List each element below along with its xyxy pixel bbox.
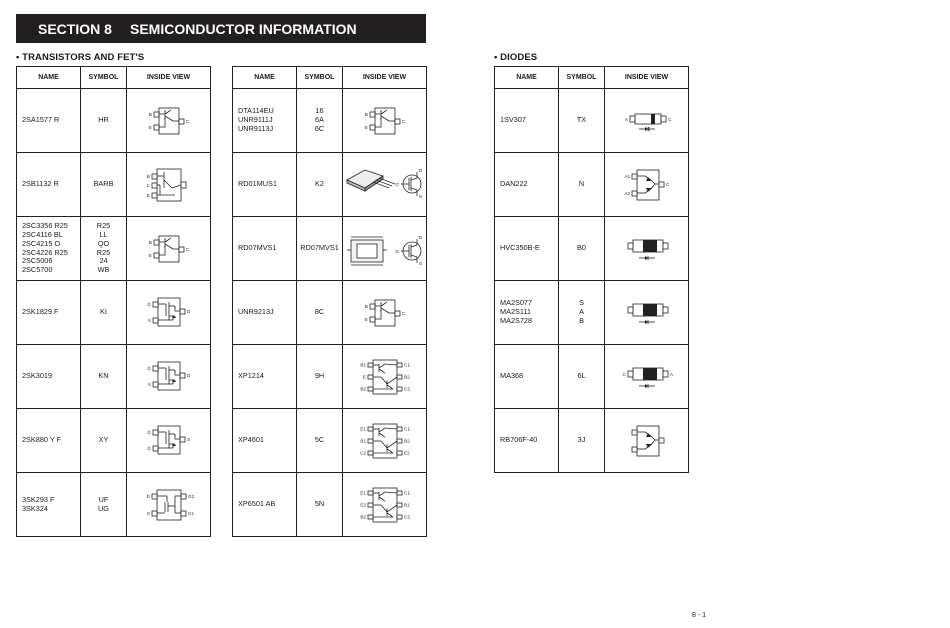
pin-label: G [395,248,399,254]
pin-label: C [146,182,150,188]
part-symbol: 5N [314,499,325,509]
part-symbol: N [578,179,585,189]
diode-package-icon [605,222,689,276]
part-symbol: 3J [577,435,586,445]
table-row [17,473,211,537]
pin-label: S [419,193,423,199]
part-symbol: K2 [315,179,324,189]
pin-label: G2 [188,493,195,499]
pin-label: D [187,308,191,314]
part-symbol-cell [559,345,605,409]
dual-diode-icon [605,414,689,468]
pin-label: G [147,365,151,371]
pin-label: A1 [624,173,630,179]
part-name: DTA114EU [238,106,274,116]
table-row [17,89,211,153]
part-symbol: B0 [577,243,586,253]
table-row [495,153,689,217]
section-header-bar [16,14,426,43]
part-name: 2SC3356 R25 [22,221,68,231]
pin-label: S [146,510,150,516]
npn-transistor-icon [127,222,211,276]
inside-view-cell [343,153,427,217]
diode-package-icon [605,286,689,340]
column-header-inside-view: INSIDE VIEW [127,67,211,89]
part-symbol-cell [559,409,605,473]
pin-label: A [624,116,628,122]
part-symbol: A [579,307,584,317]
part-name: 2SC4215 O [22,238,61,248]
part-symbol: XY [98,435,109,445]
pin-label: C2 [360,450,366,455]
part-name: 3SK324 [22,503,48,513]
jfet-icon [127,286,211,340]
part-symbol: B [579,315,584,325]
diodes-table [494,66,689,473]
diode-package-icon [605,350,689,404]
table-row [17,409,211,473]
pin-label: C1 [404,490,410,495]
inside-view-cell [127,345,211,409]
pin-label: B2 [404,374,410,379]
dual-transistor-icon [343,350,427,404]
inside-view-cell [127,89,211,153]
part-name: DAN222 [500,179,528,189]
part-symbol-cell [297,473,343,537]
part-symbol: UF [98,494,109,504]
pin-label: C [666,181,670,187]
pin-label: E [148,252,152,258]
pin-label: G [147,445,151,451]
part-symbol-cell [559,89,605,153]
inside-view-cell [343,473,427,537]
dual-transistor-icon [343,478,427,532]
diodes-subheading: • DIODES [494,52,538,63]
part-name: UNR9111J [238,115,273,125]
pin-label: E [146,192,150,198]
section-title: SEMICONDUCTOR INFORMATION [130,20,357,37]
table-row [17,217,211,281]
table-row [495,217,689,281]
pin-label: S [147,317,151,323]
table-row [233,409,427,473]
pin-label: G1 [188,510,195,516]
rf-mosfet-package-icon [343,158,427,212]
part-name: XP4601 [238,435,264,445]
part-name-cell [17,89,81,153]
part-name: 2SK1829 F [22,307,59,317]
part-name-cell [233,281,297,345]
pin-label: C [186,118,190,124]
pin-label: B [364,111,368,117]
inside-view-cell [127,281,211,345]
pin-label: B1 [360,438,366,443]
part-name: 2SK880 Y F [22,435,62,445]
pin-label: B1 [404,502,410,507]
mosfet-icon [127,350,211,404]
part-name-cell [233,409,297,473]
pin-label: E1 [360,426,366,431]
pin-label: G [395,181,399,187]
pin-label: B2 [360,514,366,519]
part-symbol: 24 [99,256,108,266]
part-name: XP1214 [238,371,264,381]
part-name-cell [233,217,297,281]
part-symbol-cell [81,473,127,537]
part-symbol: KI [100,307,107,317]
transistors-subheading: • TRANSISTORS AND FET'S [16,52,145,63]
table-row [17,345,211,409]
pin-label: A2 [624,190,630,196]
part-symbol-cell [297,153,343,217]
inside-view-cell [605,153,689,217]
part-name-cell [17,345,81,409]
jfet-icon [127,414,211,468]
pin-label: E [362,374,366,379]
part-symbol: BARB [93,179,114,189]
power-transistor-icon [127,158,211,212]
part-name: MA368 [500,371,524,381]
part-symbol-cell [81,345,127,409]
pin-label: C [622,371,626,377]
dual-gate-mosfet-icon [127,478,211,532]
part-name-cell [233,153,297,217]
part-name: 2SC5006 [22,256,53,266]
part-symbol-cell [297,345,343,409]
pin-label: E [364,316,368,322]
part-symbol: 5C [314,435,325,445]
part-name: RD07MVS1 [238,243,277,253]
table-row [495,345,689,409]
part-name: MA2S111 [500,307,531,317]
pin-label: D [419,234,423,240]
inside-view-cell [343,409,427,473]
part-symbol-cell [297,217,343,281]
table-row [233,345,427,409]
part-name: 1SV307 [500,115,526,125]
pin-label: E [364,124,368,130]
column-header-symbol: SYMBOL [297,67,343,89]
pin-label: B1 [360,362,366,367]
part-symbol: 6A [315,115,324,125]
inside-view-cell [605,345,689,409]
pin-label: C [186,246,190,252]
inside-view-cell [127,217,211,281]
part-symbol: HR [98,115,109,125]
part-symbol-cell [81,217,127,281]
part-name-cell [17,409,81,473]
inside-view-cell [605,89,689,153]
table-row [495,409,689,473]
part-name-cell [495,409,559,473]
pin-label: D [419,167,423,173]
inside-view-cell [605,281,689,345]
part-symbol: S [579,298,584,308]
part-symbol: WB [97,265,110,275]
pin-label: S [187,436,191,442]
varactor-diode-icon [605,94,689,148]
pin-label: G [147,301,151,307]
transistors-table-left [16,66,211,537]
pin-label: C1 [404,362,410,367]
column-header-name: NAME [495,67,559,89]
part-name-cell [495,153,559,217]
pin-label: E2 [404,450,410,455]
part-name-cell [495,217,559,281]
part-symbol-cell [559,281,605,345]
inside-view-cell [127,473,211,537]
part-name-cell [495,89,559,153]
digital-transistor-icon [343,94,427,148]
pin-label: E2 [360,502,366,507]
part-name-cell [233,89,297,153]
column-header-symbol: SYMBOL [81,67,127,89]
table-row [495,281,689,345]
part-symbol-cell [297,281,343,345]
pin-label: C [402,310,406,316]
rf-mosfet-flat-package-icon [343,222,427,276]
part-symbol-cell [559,217,605,281]
table-row [233,281,427,345]
part-symbol: R25 [96,221,111,231]
part-name: MA2S728 [500,315,533,325]
part-name: UNR9113J [238,123,274,133]
part-name: 2SC4116 BL [22,229,63,239]
pin-label: E1 [360,490,366,495]
part-symbol: 8C [314,307,325,317]
part-name: MA2S077 [500,298,533,308]
inside-view-cell [343,345,427,409]
table-row [233,153,427,217]
part-name-cell [17,153,81,217]
part-name: RD01MUS1 [238,179,277,189]
part-name: RB706F-40 [500,435,538,445]
section-number: SECTION 8 [38,20,112,37]
part-symbol: TX [576,115,587,125]
pin-label: S [419,260,423,266]
pin-label: B2 [404,438,410,443]
part-symbol: KN [98,371,109,381]
inside-view-cell [343,217,427,281]
table-header-row [495,67,689,89]
part-symbol: RD07MVS1 [300,243,339,253]
table-row [233,89,427,153]
part-name: 2SA1577 R [22,115,60,125]
table-header-row [17,67,211,89]
column-header-inside-view: INSIDE VIEW [343,67,427,89]
part-symbol-cell [81,153,127,217]
part-name-cell [17,281,81,345]
pin-label: B [148,239,152,245]
pin-label: C1 [404,426,410,431]
part-name-cell [495,345,559,409]
part-name: 2SK3019 [22,371,53,381]
pin-label: G [147,429,151,435]
column-header-symbol: SYMBOL [559,67,605,89]
part-symbol-cell [297,409,343,473]
part-symbol-cell [81,89,127,153]
pin-label: S [147,381,151,387]
part-name: 2SC4226 R25 [22,247,68,257]
part-symbol-cell [559,153,605,217]
part-name-cell [17,473,81,537]
inside-view-cell [343,281,427,345]
table-row [233,217,427,281]
part-name: 2SC5700 [22,265,53,275]
pin-label: B [364,303,368,309]
pin-label: B [148,111,152,117]
part-symbol: 6L [577,371,586,381]
part-symbol: QO [97,238,110,248]
dual-diode-icon [605,158,689,212]
pin-label: C [402,118,406,124]
part-name: 2SB1132 R [22,179,59,189]
table-row [495,89,689,153]
pin-label: D [146,493,150,499]
part-symbol-cell [81,409,127,473]
column-header-name: NAME [233,67,297,89]
transistors-table-right [232,66,427,537]
part-name-cell [233,345,297,409]
pin-label: C2 [404,514,410,519]
inside-view-cell [343,89,427,153]
part-symbol: 9H [314,371,325,381]
pin-label: A [670,371,674,377]
pin-label: C2 [404,386,410,391]
column-header-name: NAME [17,67,81,89]
part-name: XP6501 AB [238,499,276,509]
pin-label: E [148,124,152,130]
part-symbol: 6C [314,123,325,133]
part-name: 3SK293 F [22,494,55,504]
inside-view-cell [127,409,211,473]
part-name-cell [233,473,297,537]
inside-view-cell [605,217,689,281]
inside-view-cell [605,409,689,473]
dual-transistor-icon [343,414,427,468]
part-symbol-cell [297,89,343,153]
digital-transistor-icon [343,286,427,340]
page-number: 8 - 1 [692,612,707,619]
pin-label: B2 [360,386,366,391]
part-name: HVC350B-E [500,243,540,253]
part-name-cell [495,281,559,345]
pnp-transistor-icon [127,94,211,148]
column-header-inside-view: INSIDE VIEW [605,67,689,89]
pin-label: D [187,372,191,378]
part-symbol: UG [98,503,109,513]
part-name-cell [17,217,81,281]
part-symbol: R25 [96,247,111,257]
table-row [233,473,427,537]
part-symbol: LL [99,229,108,239]
table-row [17,281,211,345]
part-name: UNR9213J [238,307,274,317]
part-symbol-cell [81,281,127,345]
inside-view-cell [127,153,211,217]
pin-label: B [146,173,150,179]
table-header-row [233,67,427,89]
pin-label: C [668,116,672,122]
part-symbol: 16 [315,106,324,116]
table-row [17,153,211,217]
